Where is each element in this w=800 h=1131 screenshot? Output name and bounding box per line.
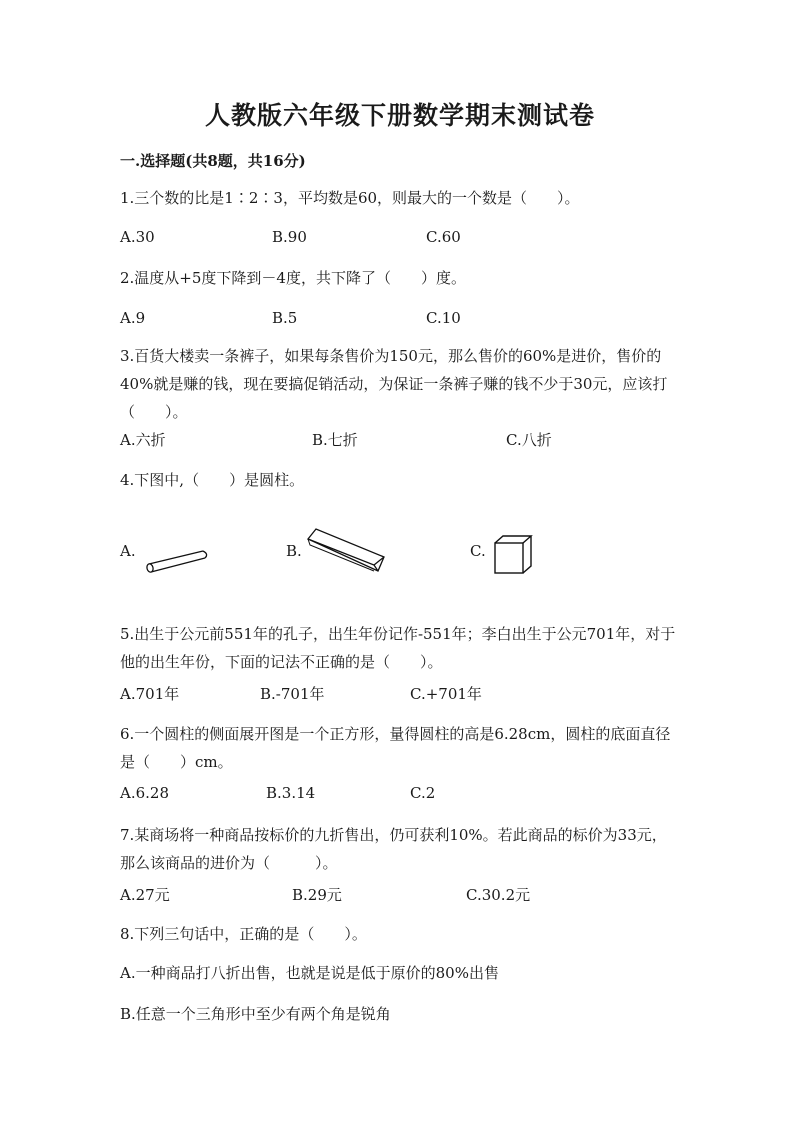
q8-option-b: B.任意一个三角形中至少有两个角是锐角 xyxy=(120,1005,391,1023)
q2-option-b: B.5 xyxy=(272,309,298,327)
question-4: 4.下图中,（ ）是圆柱。 xyxy=(120,471,305,489)
cube-figure xyxy=(492,534,534,576)
question-1: 1.三个数的比是1∶2∶3，平均数是60，则最大的一个数是（ ）。 xyxy=(120,189,580,207)
q1-option-b: B.90 xyxy=(272,228,307,246)
q4-option-b: B. xyxy=(286,542,302,560)
q2-option-a: A.9 xyxy=(120,309,146,327)
question-7: 7.某商场将一种商品按标价的九折售出，仍可获利10%。若此商品的标价为33元，那么该商品的进价为（ ）。 xyxy=(120,826,667,872)
question-8: 8.下列三句话中，正确的是（ ）。 xyxy=(120,925,367,943)
q1-option-c: C.60 xyxy=(426,228,461,246)
q4-option-a: A. xyxy=(120,542,136,560)
q5-option-a: A.701年 xyxy=(120,685,180,703)
q7-option-b: B.29元 xyxy=(292,886,342,904)
q8-option-a: A.一种商品打八折出售，也就是说是低于原价的80%出售 xyxy=(120,964,499,982)
q3-option-b: B.七折 xyxy=(312,431,358,449)
q3-option-a: A.六折 xyxy=(120,431,166,449)
cylinder-figure xyxy=(143,548,213,576)
q4-option-c: C. xyxy=(470,542,486,560)
q6-option-c: C.2 xyxy=(410,784,436,802)
q7-option-c: C.30.2元 xyxy=(466,886,531,904)
question-2: 2.温度从+5度下降到－4度，共下降了（ ）度。 xyxy=(120,269,466,287)
question-5: 5.出生于公元前551年的孔子，出生年份记作-551年；李白出生于公元701年，对于他的出生年份，下面的记法不正确的是（ ）。 xyxy=(120,625,676,671)
q2-option-c: C.10 xyxy=(426,309,461,327)
q6-option-a: A.6.28 xyxy=(120,784,169,802)
q3-option-c: C.八折 xyxy=(506,431,552,449)
q5-option-c: C.+701年 xyxy=(410,685,482,703)
q1-option-a: A.30 xyxy=(120,228,155,246)
q5-option-b: B.-701年 xyxy=(260,685,325,703)
q6-option-b: B.3.14 xyxy=(266,784,316,802)
page-title: 人教版六年级下册数学期末测试卷 xyxy=(204,101,595,130)
q7-option-a: A.27元 xyxy=(120,886,170,904)
question-6: 6.一个圆柱的侧面展开图是一个正方形，量得圆柱的高是6.28cm，圆柱的底面直径是（ ）cm。 xyxy=(120,725,671,771)
triangular-prism-figure xyxy=(304,527,386,573)
section-heading: 一.选择题(共8题，共16分) xyxy=(120,152,306,170)
question-3: 3.百货大楼卖一条裤子，如果每条售价为150元，那么售价的60%是进价，售价的40%就是赚的钱，现在要搞促销活动，为保证一条裤子赚的钱不少于30元，应该打（ ）。 xyxy=(120,347,668,421)
